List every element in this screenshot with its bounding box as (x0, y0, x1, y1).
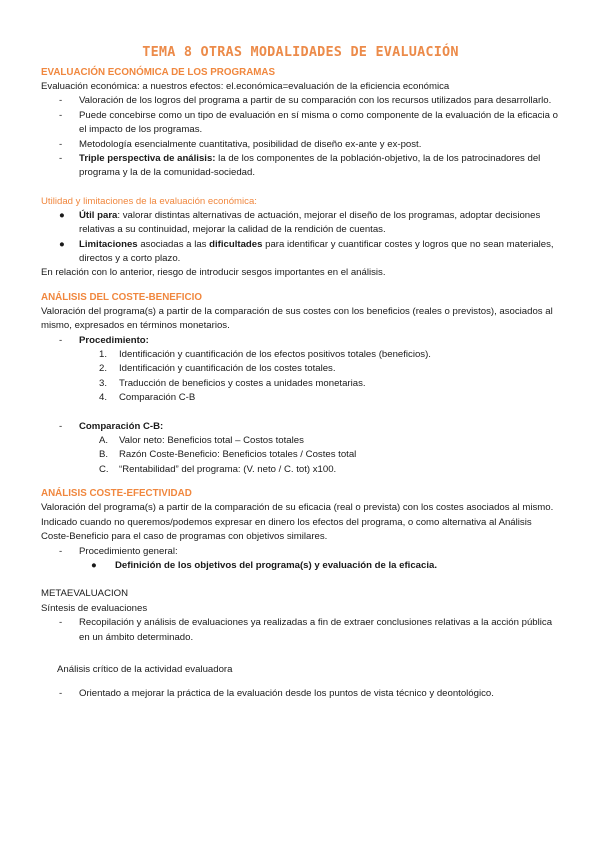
paragraph: Indicado cuando no queremos/podemos expresar en dinero los efectos del programa, o como alternativa al Análisis Coste-Beneficio para el caso de programas con objetivos similares. (41, 516, 532, 543)
dash-marker: - (59, 95, 63, 107)
list-item: ● Útil para: valorar distintas alternativas de actuación, mejorar el diseño de los programas, adoptar decisiones relativas a su continuidad, mejorar la calidad de la rendición de cuentas. (59, 209, 541, 236)
list-item: - Metodología esencialmente cuantitativa, posibilidad de diseño ex-ante y ex-post. (41, 138, 560, 152)
paragraph: Valoración del programa(s) a partir de la comparación de su eficacia (real o prevista) con los costes asociados al mismo. (41, 502, 554, 514)
subheading: Síntesis de evaluaciones (41, 602, 148, 614)
list-item: - Valoración de los logros del programa a partir de su comparación con los recursos utilizados para desarrollarlo. (41, 94, 560, 108)
dash-marker: - (59, 545, 63, 557)
paragraph: Valoración del programa(s) a partir de la comparación de sus costes con los beneficios (reales o previstos), asociados al mismo, expresados en términos monetarios. (41, 305, 553, 332)
dash-marker: - (59, 109, 63, 121)
dash-marker: - (59, 153, 63, 165)
list-item: - Orientado a mejorar la práctica de la evaluación desde los puntos de vista técnico y deontológico. (41, 687, 560, 701)
bullet-dot: ● (59, 209, 65, 221)
list-item: - Procedimiento general: (41, 545, 560, 559)
section-heading-metaevaluacion: METAEVALUACION (41, 588, 129, 600)
lettered-item: B. Razón Coste-Beneficio: Beneficios totales / Costes total (99, 449, 357, 461)
list-item: - Triple perspectiva de análisis: la de los componentes de la población-objetivo, la de los patrocinadores del programa y la de la comunidad-sociedad. (59, 153, 541, 179)
list-item: ● Definición de los objetivos del programa(s) y evaluación de la eficacia. (41, 559, 560, 573)
dash-marker: - (59, 688, 63, 700)
bullet-dot: ● (91, 559, 97, 571)
page-title: TEMA 8 OTRAS MODALIDADES DE EVALUACIÓN (142, 44, 459, 60)
paragraph: En relación con lo anterior, riesgo de introducir sesgos importantes en el análisis. (41, 267, 386, 279)
section-heading-coste-efectividad: ANÁLISIS COSTE-EFECTIVIDAD (41, 488, 192, 500)
numbered-item: 4. Comparación C-B (99, 392, 196, 404)
list-item: - Procedimiento: (41, 334, 560, 348)
list-item: - Puede concebirse como un tipo de evaluación en sí misma o como componente de la evaluación de la eficacia o el impacto de los programas. (59, 109, 558, 136)
dash-marker: - (59, 420, 63, 432)
lettered-item: A. Valor neto: Beneficios total – Costos totales (99, 435, 304, 447)
dash-marker: - (59, 617, 63, 629)
paragraph: Evaluación económica: a nuestros efectos: el.económica=evaluación de la eficiencia económica (41, 81, 450, 93)
dash-marker: - (59, 334, 63, 346)
list-item: ● Limitaciones asociadas a las dificultades para identificar y cuantificar costes y logros que no sean materiales, directos y a corto plazo. (59, 238, 554, 264)
lettered-item: C. “Rentabilidad” del programa: (V. neto / C. tot) x100. (99, 463, 337, 475)
section-heading-coste-beneficio: ANÁLISIS DEL COSTE-BENEFICIO (41, 291, 202, 303)
numbered-item: 2. Identificación y cuantificación de los costes totales. (99, 363, 336, 375)
bullet-dot: ● (59, 238, 65, 250)
section-heading-evaluacion-economica: EVALUACIÓN ECONÓMICA DE LOS PROGRAMAS (41, 66, 276, 78)
numbered-item: 3. Traducción de beneficios y costes a unidades monetarias. (99, 377, 366, 389)
list-item: - Comparación C-B: (41, 420, 560, 434)
subheading: Análisis crítico de la actividad evaluadora (57, 663, 233, 675)
numbered-item: 1. Identificación y cuantificación de los efectos positivos totales (beneficios). (99, 349, 431, 361)
list-item: - Recopilación y análisis de evaluaciones ya realizadas a fin de extraer conclusiones relativas a la acción pública en un ámbito determinado. (59, 617, 553, 643)
dash-marker: - (59, 138, 63, 150)
section-heading-utilidad: Utilidad y limitaciones de la evaluación económica: (41, 195, 257, 207)
